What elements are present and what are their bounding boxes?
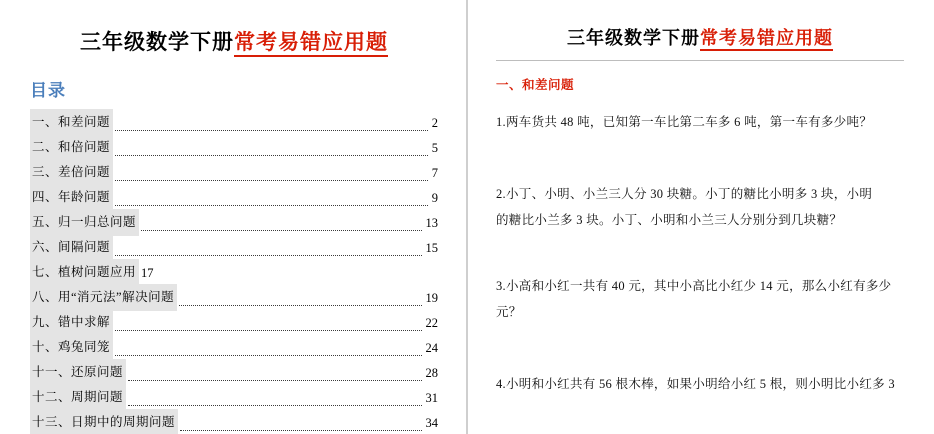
- toc-leader-dots: [128, 379, 421, 381]
- toc-entry[interactable]: [30, 111, 438, 136]
- toc-entry-page: 19: [425, 291, 438, 305]
- toc-entry-page: 2: [431, 116, 438, 130]
- document-title-red-right: 常考易错应用题: [700, 28, 833, 51]
- toc-list: [30, 111, 438, 434]
- document-title-left: [30, 26, 438, 56]
- toc-entry[interactable]: [30, 286, 438, 311]
- toc-entry[interactable]: [30, 386, 438, 411]
- question-line: 2.小丁、小明、小兰三人分 30 块糖。小丁的糖比小明多 3 块，小明: [496, 187, 873, 201]
- page-right: [468, 0, 934, 434]
- toc-leader-dots: [141, 229, 421, 231]
- toc-entry-page: 24: [425, 341, 438, 355]
- document-title-black-left: 三年级数学下册: [80, 30, 234, 54]
- toc-entry-label: 十一、还原问题: [30, 359, 126, 386]
- toc-entry[interactable]: [30, 336, 438, 361]
- toc-leader-dots: [115, 204, 428, 206]
- toc-entry-label: 五、归一归总问题: [30, 209, 139, 236]
- toc-entry-page: 7: [431, 166, 438, 180]
- toc-leader-dots: [115, 179, 428, 181]
- toc-leader-dots: [180, 429, 421, 431]
- toc-entry-label: 十三、日期中的周期问题: [30, 409, 178, 434]
- toc-leader-dots: [115, 154, 428, 156]
- toc-entry-label: 七、植树问题应用: [30, 259, 139, 286]
- toc-entry-label: 十二、周期问题: [30, 384, 126, 411]
- toc-leader-dots: [115, 129, 428, 131]
- question-line: 4.小明和小红共有 56 根木棒，如果小明给小红 5 根，则小明比小红多 3: [496, 377, 895, 391]
- toc-entry-page: 34: [425, 416, 438, 430]
- question-item: [496, 273, 904, 325]
- toc-entry-page: 31: [425, 391, 438, 405]
- toc-entry[interactable]: [30, 161, 438, 186]
- toc-entry-page: 17: [141, 266, 154, 280]
- question-line: 1.两车货共 48 吨，已知第一车比第二车多 6 吨，第一车有多少吨？: [496, 115, 873, 129]
- toc-entry-page: 9: [431, 191, 438, 205]
- toc-entry-page: 28: [425, 366, 438, 380]
- toc-leader-dots: [115, 254, 421, 256]
- toc-entry-label: 六、间隔问题: [30, 234, 113, 261]
- title-rule: [496, 60, 904, 61]
- toc-entry-label: 二、和倍问题: [30, 134, 113, 161]
- toc-leader-dots: [115, 329, 421, 331]
- toc-entry-page: 22: [425, 316, 438, 330]
- toc-entry[interactable]: [30, 311, 438, 336]
- document-title-black-right: 三年级数学下册: [567, 28, 700, 48]
- toc-entry-page: 5: [431, 141, 438, 155]
- toc-entry-label: 九、错中求解: [30, 309, 113, 336]
- toc-entry[interactable]: [30, 411, 438, 434]
- page-left: [0, 0, 466, 434]
- document-title-right: [496, 24, 904, 50]
- question-line: 3.小高和小红一共有 40 元，其中小高比小红少 14 元，那么小红有多少元？: [496, 279, 892, 319]
- toc-entry-label: 十、鸡兔同笼: [30, 334, 113, 361]
- toc-entry[interactable]: [30, 136, 438, 161]
- toc-leader-dots: [115, 354, 421, 356]
- question-item: [496, 181, 904, 233]
- section-title: 一、和差问题: [496, 78, 575, 92]
- toc-entry[interactable]: [30, 211, 438, 236]
- toc-leader-dots: [179, 304, 421, 306]
- toc-entry-page: 13: [425, 216, 438, 230]
- toc-entry-label: 一、和差问题: [30, 109, 113, 136]
- toc-entry[interactable]: [30, 236, 438, 261]
- toc-entry-label: 八、用“消元法”解决问题: [30, 284, 177, 311]
- question-item: [496, 371, 904, 397]
- document-title-red-left: 常考易错应用题: [234, 30, 388, 57]
- question-line: 的糖比小兰多 3 块。小丁、小明和小兰三人分别分到几块糖？: [496, 213, 843, 227]
- toc-entry-page: 15: [425, 241, 438, 255]
- toc-entry[interactable]: [30, 186, 438, 211]
- toc-entry-label: 三、差倍问题: [30, 159, 113, 186]
- toc-leader-dots: [128, 404, 421, 406]
- toc-entry-label: 四、年龄问题: [30, 184, 113, 211]
- toc-entry[interactable]: [30, 261, 438, 286]
- toc-entry[interactable]: [30, 361, 438, 386]
- toc-heading: 目录: [30, 81, 66, 100]
- question-item: [496, 109, 904, 135]
